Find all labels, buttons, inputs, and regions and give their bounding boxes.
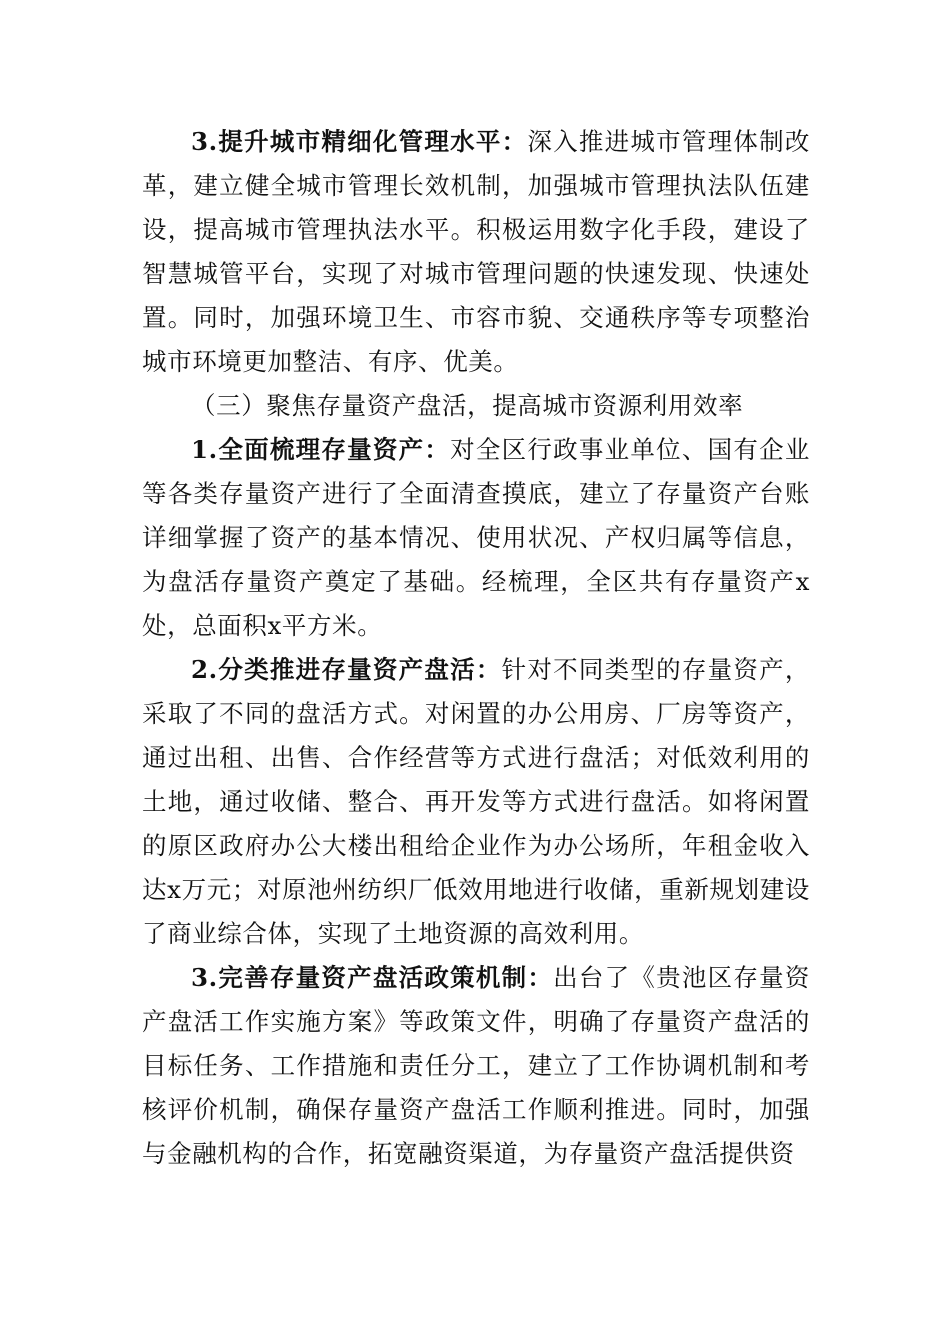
paragraph-text: 对全区行政事业单位、国有企业等各类存量资产进行了全面清查摸底，建立了存量资产台账详细掌握了资产的基本情况、使用状况、产权归属等信息，为盘活存量资产奠定了基础。经梳理，全区共有存量资产x处，总面积x平方米。 bbox=[142, 435, 810, 640]
section-heading: （三）聚焦存量资产盘活，提高城市资源利用效率 bbox=[191, 391, 744, 420]
paragraph-lead: 1.全面梳理存量资产： bbox=[191, 435, 451, 464]
document-body bbox=[142, 120, 810, 1176]
paragraph-text: 出台了《贵池区存量资产盘活工作实施方案》等政策文件，明确了存量资产盘活的目标任务、工作措施和责任分工，建立了工作协调机制和考核评价机制，确保存量资产盘活工作顺利推进。同时，加强与金融机构的合作，拓宽融资渠道，为存量资产盘活提供资 bbox=[142, 963, 811, 1168]
paragraph-policy-mechanism bbox=[142, 956, 810, 1176]
paragraph-text: 深入推进城市管理体制改革，建立健全城市管理长效机制，加强城市管理执法队伍建设，提高城市管理执法水平。积极运用数字化手段，建设了智慧城管平台，实现了对城市管理问题的快速发现、快速处置。同时，加强环境卫生、市容市貌、交通秩序等专项整治城市环境更加整洁、有序、优美。 bbox=[142, 127, 810, 376]
paragraph-asset-survey bbox=[142, 428, 810, 648]
paragraph-urban-management bbox=[142, 120, 810, 384]
paragraph-text: 针对不同类型的存量资产，采取了不同的盘活方式。对闲置的办公用房、厂房等资产，通过出租、出售、合作经营等方式进行盘活；对低效利用的土地，通过收储、整合、再开发等方式进行盘活。如将闲置的原区政府办公大楼出租给企业作为办公场所，年租金收入达x万元；对原池州纺织厂低效用地进行收储，重新规划建设了商业综合体，实现了土地资源的高效利用。 bbox=[142, 655, 810, 948]
paragraph-asset-revitalization bbox=[142, 648, 810, 956]
paragraph-lead: 3.提升城市精细化管理水平： bbox=[191, 127, 528, 156]
paragraph-lead: 2.分类推进存量资产盘活： bbox=[191, 655, 502, 684]
paragraph-lead: 3.完善存量资产盘活政策机制： bbox=[191, 963, 554, 992]
